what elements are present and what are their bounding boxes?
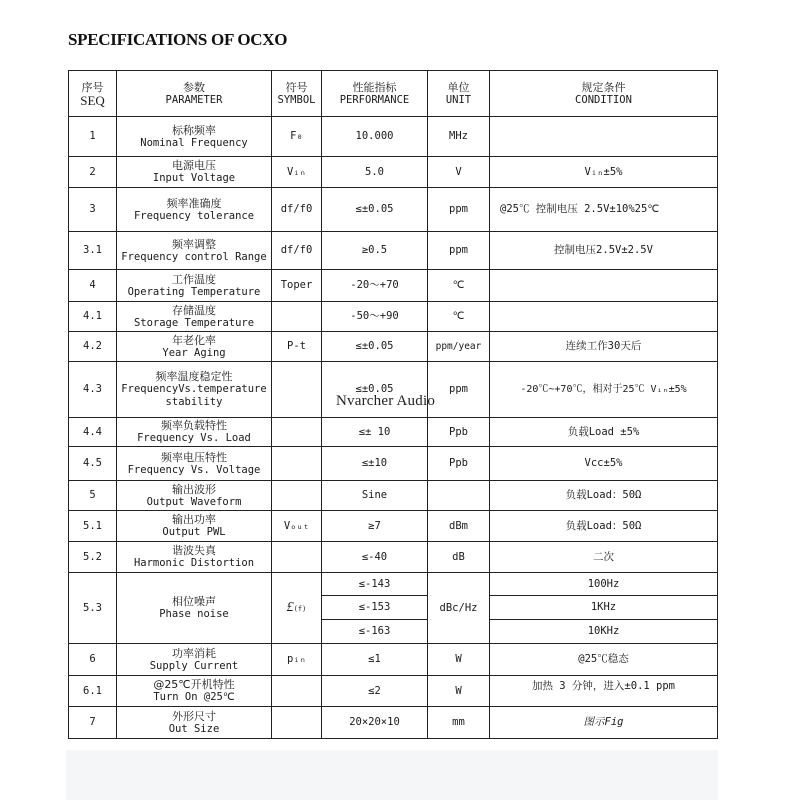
param-en: Output Waveform [146,495,242,508]
param-zh: 存储温度 [172,303,216,317]
table-row [69,542,718,573]
table-row [69,481,718,511]
table-row [69,447,718,481]
param-en: Operating Temperature [127,285,261,298]
param-en: Frequency tolerance [133,209,255,222]
performance-cell: 10.000 [322,117,428,157]
performance-cell: ≤-153 [322,596,428,620]
header-seq-zh: 序号 [81,80,104,94]
unit-cell: ppm [428,188,490,232]
param-en: Year Aging [162,346,226,359]
seq-cell: 4.5 [69,447,117,481]
param-zh: 电源电压 [172,159,216,172]
unit-cell: ℃ [428,302,490,332]
param-en: Frequency Vs. Voltage [127,463,261,476]
condition-cell: 连续工作30天后 [490,332,718,362]
condition-cell: 负载Load ±5% [490,418,718,447]
header-parameter [117,71,272,117]
condition-cell: @25℃稳态 [490,644,718,676]
performance-cell: ≤± 10 [322,418,428,447]
param-zh: 频率准确度 [166,196,222,210]
param-zh: 工作温度 [172,272,216,286]
param-en: Turn On @25℃ [153,691,235,703]
condition-cell: @25℃ 控制电压 2.5V±10%25℃ [490,188,718,232]
table-header-row [69,71,718,117]
param-zh: @25℃开机特性 [153,678,235,691]
seq-cell: 5 [69,481,117,511]
unit-cell: ℃ [428,270,490,302]
header-seq [69,71,117,117]
unit-cell: Ppb [428,447,490,481]
unit-cell: ppm/year [428,332,490,362]
header-sym-zh: 符号 [285,80,308,94]
header-cond-en: CONDITION [575,93,632,106]
table-row [69,332,718,362]
seq-cell: 4.3 [69,362,117,418]
condition-cell: 1KHz [490,596,718,620]
seq-cell: 4.1 [69,302,117,332]
phase-noise-symbol-sub: (f) [293,604,307,613]
symbol-cell: F₀ [272,117,322,157]
performance-cell: ≥0.5 [322,232,428,270]
seq-cell: 5.3 [69,573,117,644]
performance-cell: Sine [322,481,428,511]
param-en: Phase noise [159,608,229,620]
unit-cell: MHz [428,117,490,157]
condition-cell: 负载Load：50Ω [490,511,718,542]
seq-cell: 4.4 [69,418,117,447]
condition-cell: -20℃~+70℃，相对于25℃ Vᵢₙ±5% [490,362,718,418]
seq-cell: 5.1 [69,511,117,542]
table-row [69,511,718,542]
unit-cell [428,481,490,511]
performance-cell: 20×20×10 [322,707,428,739]
seq-cell: 2 [69,157,117,188]
header-unit-zh: 单位 [447,80,470,94]
performance-cell: ≤-40 [322,542,428,573]
seq-cell: 1 [69,117,117,157]
param-en: Frequency control Range [121,250,267,263]
parameter-cell [117,511,272,542]
performance-cell: ≥7 [322,511,428,542]
param-zh: 谐波失真 [172,544,216,557]
condition-cell: 10KHz [490,620,718,644]
symbol-cell [272,447,322,481]
param-zh: 输出功率 [172,513,216,526]
symbol-cell [272,302,322,332]
param-en: Nominal Frequency [140,136,248,149]
symbol-cell: Vₒᵤₜ [272,511,322,542]
header-perf-zh: 性能指标 [352,80,397,94]
symbol-cell [272,573,322,644]
performance-cell: ≤2 [322,676,428,707]
performance-cell: ≤-163 [322,620,428,644]
param-en: FrequencyVs.temperature stability [121,383,267,408]
unit-cell: dBm [428,511,490,542]
unit-cell: dBc/Hz [428,573,490,644]
symbol-cell [272,542,322,573]
condition-cell: 负载Load：50Ω [490,481,718,511]
param-en: Input Voltage [152,172,236,184]
condition-cell [490,302,718,332]
table-row [69,707,718,739]
header-unit [428,71,490,117]
condition-cell [490,270,718,302]
unit-cell: ppm [428,362,490,418]
seq-cell: 4 [69,270,117,302]
performance-cell: ≤±0.05 [322,332,428,362]
table-row [69,232,718,270]
parameter-cell [117,302,272,332]
parameter-cell [117,676,272,707]
watermark-text: Nvarcher Audio [336,393,436,409]
param-zh: 外形尺寸 [172,709,216,723]
condition-cell [490,117,718,157]
table-row [69,188,718,232]
unit-cell: dB [428,542,490,573]
symbol-cell [272,676,322,707]
performance-cell: ≤-143 [322,573,428,596]
header-condition [490,71,718,117]
parameter-cell [117,270,272,302]
param-zh: 功率消耗 [172,646,216,660]
seq-cell: 4.2 [69,332,117,362]
symbol-cell: Vᵢₙ [272,157,322,188]
performance-cell: 5.0 [322,157,428,188]
header-cond-zh: 规定条件 [581,80,626,94]
symbol-cell [272,362,322,418]
symbol-cell [272,481,322,511]
table-row [69,157,718,188]
seq-cell: 3.1 [69,232,117,270]
param-zh: 标称频率 [172,123,216,137]
parameter-cell [117,542,272,573]
parameter-cell [117,418,272,447]
parameter-cell [117,447,272,481]
param-en: Output PWL [162,526,226,538]
parameter-cell [117,644,272,676]
param-zh: 年老化率 [172,333,216,347]
param-en: Frequency Vs. Load [137,432,251,444]
unit-cell: ppm [428,232,490,270]
header-perf-en: PERFORMANCE [339,93,410,106]
parameter-cell [117,157,272,188]
seq-cell: 5.2 [69,542,117,573]
table-row [69,418,718,447]
table-row [69,270,718,302]
header-param-zh: 参数 [183,80,205,94]
condition-cell: Vᵢₙ±5% [490,157,718,188]
document-title: SPECIFICATIONS OF OCXO [68,30,288,49]
performance-cell: ≤±10 [322,447,428,481]
unit-cell: V [428,157,490,188]
performance-cell: -20～+70 [322,270,428,302]
table-row [69,302,718,332]
parameter-cell [117,332,272,362]
seq-cell: 6.1 [69,676,117,707]
performance-cell: ≤±0.05 [322,362,428,418]
condition-cell: 图示Fig [490,707,718,739]
param-zh: 频率温度稳定性 [155,370,233,383]
condition-cell: 100Hz [490,573,718,596]
table-row-phase-noise [69,573,718,596]
header-sym-en: SYMBOL [277,93,316,106]
condition-cell: 控制电压2.5V±2.5V [490,232,718,270]
table-row [69,117,718,157]
header-unit-en: UNIT [445,93,472,106]
seq-cell: 3 [69,188,117,232]
param-zh: 频率电压特性 [161,450,227,464]
performance-cell: ≤1 [322,644,428,676]
parameter-cell [117,232,272,270]
seq-cell: 6 [69,644,117,676]
parameter-cell [117,707,272,739]
symbol-cell: Toper [272,270,322,302]
seq-cell: 7 [69,707,117,739]
condition-cell: 二次 [490,542,718,573]
parameter-cell [117,117,272,157]
unit-cell: W [428,644,490,676]
parameter-cell [117,188,272,232]
condition-cell: 加热 3 分钟，进入±0.1 ppm [490,676,718,707]
header-param-en: PARAMETER [165,93,223,106]
parameter-cell [117,481,272,511]
symbol-cell: df/f0 [272,232,322,270]
param-en: Supply Current [149,659,239,672]
header-performance [322,71,428,117]
condition-cell: Vcc±5% [490,447,718,481]
param-zh: 相位噪声 [172,595,216,608]
header-seq-en: SEQ [80,92,105,108]
unit-cell: mm [428,707,490,739]
symbol-cell: pᵢₙ [272,644,322,676]
param-zh: 频率负载特性 [161,419,227,432]
unit-cell: W [428,676,490,707]
symbol-cell: df/f0 [272,188,322,232]
table-row [69,644,718,676]
symbol-cell: P-t [272,332,322,362]
performance-cell: ≤±0.05 [322,188,428,232]
unit-cell: Ppb [428,418,490,447]
table-row [69,676,718,707]
param-en: Storage Temperature [133,316,255,329]
phase-noise-symbol: £ [286,599,294,615]
symbol-cell [272,707,322,739]
param-zh: 频率调整 [172,237,216,251]
performance-cell: -50～+90 [322,302,428,332]
parameter-cell [117,362,272,418]
header-symbol [272,71,322,117]
parameter-cell [117,573,272,644]
param-en: Out Size [168,722,220,735]
param-en: Harmonic Distortion [133,557,255,569]
symbol-cell [272,418,322,447]
param-zh: 输出波形 [172,482,216,496]
footer-background [66,750,718,800]
